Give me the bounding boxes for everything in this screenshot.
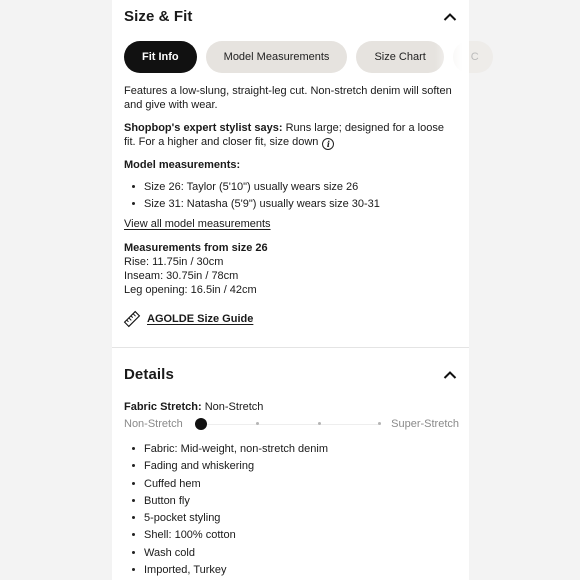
- tabs-fade-overlay: [435, 38, 469, 76]
- tab-size-chart[interactable]: Size Chart: [356, 41, 443, 73]
- stylist-note: [124, 121, 457, 150]
- fabric-stretch: [124, 400, 457, 414]
- fabric-stretch-value: Non-Stretch: [204, 401, 264, 413]
- product-info-panel: [112, 0, 479, 580]
- measurement-leg-opening: Leg opening: 16.5in / 42cm: [124, 284, 257, 296]
- stretch-track: [195, 416, 381, 432]
- view-all-measurements-link[interactable]: View all model measurements: [124, 218, 271, 230]
- details-header[interactable]: [124, 366, 457, 383]
- fit-description: Features a low-slung, straight-leg cut. Non-stretch denim will soften and give with wear.: [124, 85, 452, 111]
- size-guide-link[interactable]: [124, 311, 253, 327]
- section-divider: [112, 347, 469, 348]
- details-list: [124, 441, 457, 579]
- list-item: Imported, Turkey: [124, 562, 457, 579]
- fabric-stretch-label: Fabric Stretch:: [124, 401, 202, 413]
- stretch-track-line: [195, 424, 381, 425]
- stretch-indicator: [195, 418, 207, 430]
- stretch-tick: [378, 422, 381, 425]
- model-measurements-heading: Model measurements:: [124, 159, 241, 171]
- stretch-tick: [318, 422, 321, 425]
- measurement-rise: Rise: 11.75in / 30cm: [124, 256, 224, 268]
- list-item: Size 31: Natasha (5'9") usually wears size 30-31: [124, 196, 457, 213]
- list-item: 5-pocket styling: [124, 510, 457, 527]
- list-item: Fading and whiskering: [124, 458, 457, 475]
- list-item: Size 26: Taylor (5'10") usually wears size 26: [124, 179, 457, 196]
- size-fit-header[interactable]: [124, 8, 457, 25]
- info-icon[interactable]: i: [322, 138, 334, 150]
- stretch-scale: [124, 416, 459, 432]
- measurements-heading: Measurements from size 26: [124, 242, 268, 254]
- model-list: [124, 179, 457, 213]
- list-item: Shell: 100% cotton: [124, 527, 457, 544]
- size-fit-title: Size & Fit: [124, 8, 193, 25]
- list-item: Button fly: [124, 493, 457, 510]
- list-item: Cuffed hem: [124, 476, 457, 493]
- measurement-inseam: Inseam: 30.75in / 78cm: [124, 270, 239, 282]
- stretch-tick: [256, 422, 259, 425]
- tab-partial[interactable]: C: [453, 41, 493, 73]
- ruler-icon: [124, 311, 140, 327]
- stretch-max-label: Super-Stretch: [391, 418, 459, 430]
- details-title: Details: [124, 366, 174, 383]
- stretch-min-label: Non-Stretch: [124, 418, 183, 430]
- tab-model-measurements[interactable]: Model Measurements: [206, 41, 348, 73]
- tab-fit-info[interactable]: Fit Info: [124, 41, 197, 73]
- size-guide-label[interactable]: AGOLDE Size Guide: [147, 313, 254, 325]
- chevron-up-icon[interactable]: [443, 12, 457, 22]
- stylist-label: Shopbop's expert stylist says:: [124, 122, 283, 134]
- chevron-up-icon[interactable]: [443, 370, 457, 380]
- list-item: Fabric: Mid-weight, non-stretch denim: [124, 441, 457, 458]
- stylist-text: Runs large; designed for a loose fit. For a higher and closer fit, size down: [124, 122, 444, 148]
- list-item: Wash cold: [124, 545, 457, 562]
